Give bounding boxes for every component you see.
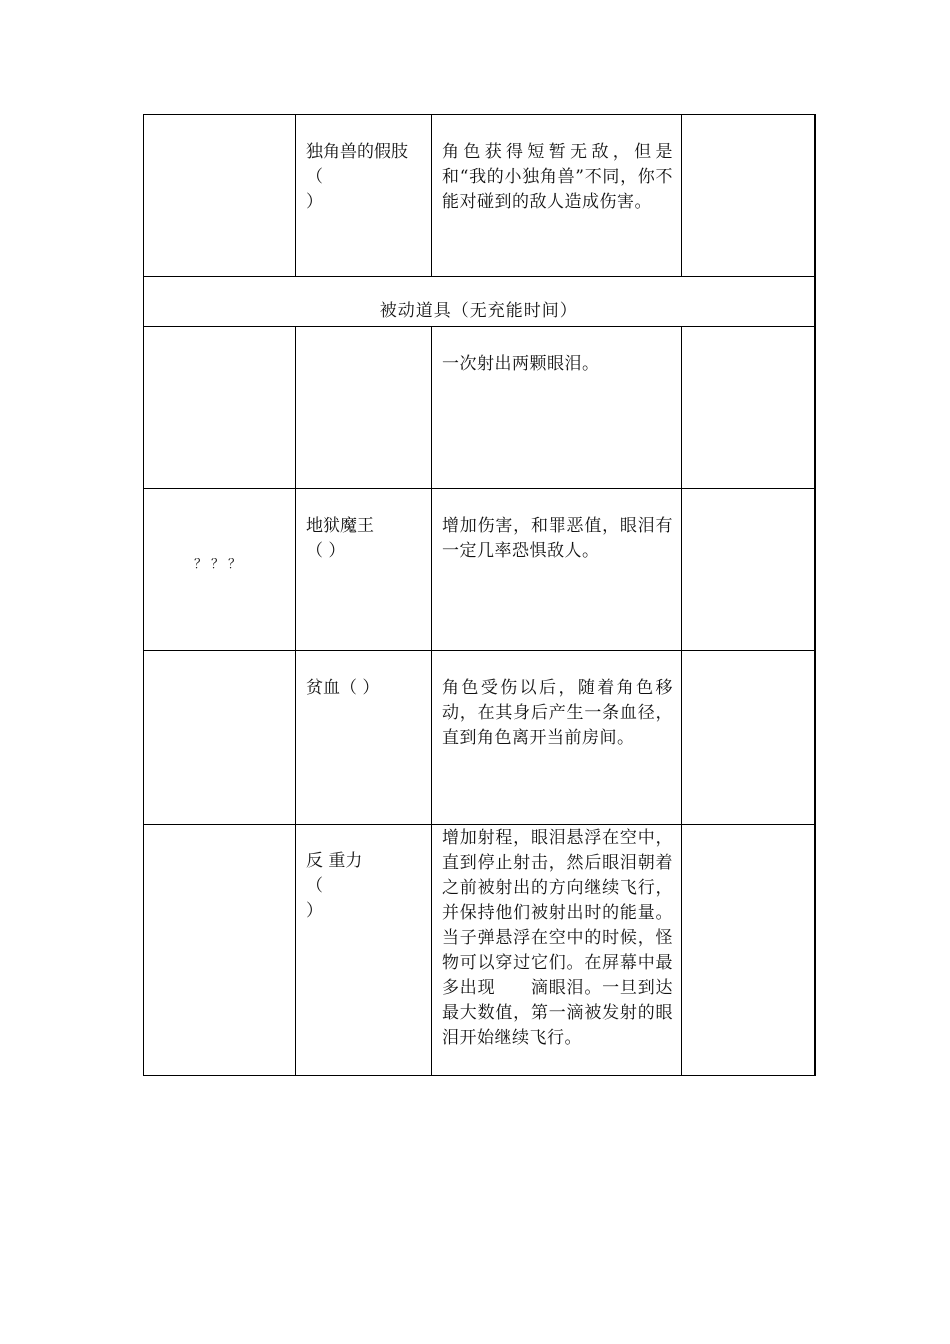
- cell-item-description: 角色获得短暂无敌，但是和“我的小独角兽”不同，你不能对碰到的敌人造成伤害。: [432, 115, 682, 277]
- cell-col0: [144, 115, 296, 277]
- cell-item-name: 地狱魔王 （ ）: [296, 489, 432, 651]
- cell-col3: [682, 115, 815, 277]
- table-row: [144, 115, 815, 277]
- table-row: [144, 825, 815, 1076]
- section-header-row: [144, 277, 815, 327]
- cell-item-description: 增加射程，眼泪悬浮在空中，直到停止射击，然后眼泪朝着之前被射出的方向继续飞行，并保持他们被射出时的能量。当子弹悬浮在空中的时候，怪物可以穿过它们。在屏幕中最多出现 滴眼泪。一旦到达最大数值，第一滴被发射的眼泪开始继续飞行。: [432, 825, 682, 1076]
- table-row: [144, 327, 815, 489]
- cell-item-name: [296, 327, 432, 489]
- cell-item-description: 一次射出两颗眼泪。: [432, 327, 682, 489]
- cell-col3: [682, 651, 815, 825]
- section-title: 被动道具（无充能时间）: [144, 277, 815, 327]
- cell-item-description: 角色受伤以后，随着角色移动，在其身后产生一条血径，直到角色离开当前房间。: [432, 651, 682, 825]
- cell-item-name: 反 重力 （ ）: [296, 825, 432, 1076]
- cell-col0: [144, 327, 296, 489]
- cell-item-name: 贫血（ ）: [296, 651, 432, 825]
- cell-item-name: 独角兽的假肢 （ ）: [296, 115, 432, 277]
- cell-col3: [682, 327, 815, 489]
- cell-col3: [682, 489, 815, 651]
- item-table: [143, 114, 816, 1076]
- cell-item-description: 增加伤害，和罪恶值，眼泪有一定几率恐惧敌人。: [432, 489, 682, 651]
- table-row: [144, 489, 815, 651]
- cell-col3: [682, 825, 815, 1076]
- cell-col0: [144, 825, 296, 1076]
- cell-col0: [144, 651, 296, 825]
- cell-col0: ？？？: [144, 489, 296, 651]
- table-row: [144, 651, 815, 825]
